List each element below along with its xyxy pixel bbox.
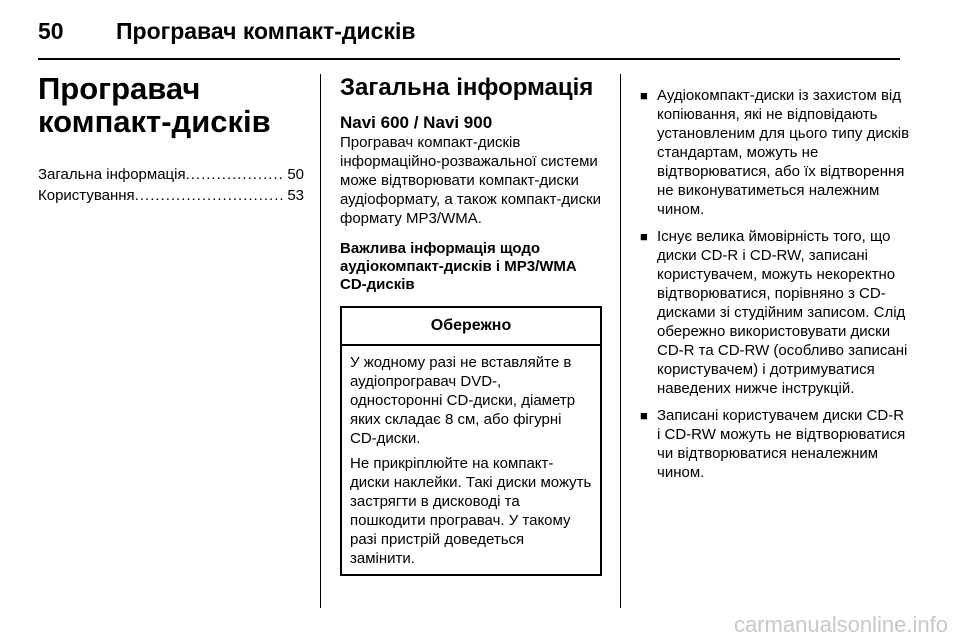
- important-info-heading: Важлива інформація щодо аудіокомпакт-дисків і MP3/WMA CD-дисків: [340, 240, 577, 293]
- bullet-square-icon: ■: [640, 229, 648, 244]
- toc-entry-page: 53: [287, 187, 304, 204]
- caution-box: [340, 306, 602, 576]
- caution-title: Обережно: [342, 308, 600, 346]
- bullet-square-icon: ■: [640, 88, 648, 103]
- section-heading: Загальна інформація: [340, 74, 594, 101]
- toc-entry-page: 50: [287, 166, 304, 183]
- chapter-title: Програвач компакт-дисків: [38, 71, 271, 139]
- list-item-text: Аудіокомпакт-диски із захистом від копіювання, які не відповідають установленим для цього типу дисків стандартам, можуть не відтворюватися, або їх відтворення не виконуватиметься належним чином.: [657, 87, 910, 218]
- toc-entry-label: Користування: [38, 187, 135, 204]
- list-item: [640, 86, 910, 219]
- toc-entry-label: Загальна інформація: [38, 166, 186, 183]
- caution-body: [342, 346, 600, 574]
- watermark: carmanualsonline.info: [733, 612, 948, 637]
- toc-column: [38, 72, 304, 206]
- list-item-text: Існує велика ймовірність того, що диски CD-R і CD-RW, записані користувачем, можуть некоректно відтворюватися, порівняно з CD-дисками зі студійним записом. Слід обережно використовувати диски CD-R та CD-RW (особливо записані користувачем) і дотримуватися наведених нижче інструкцій.: [657, 228, 908, 397]
- caution-paragraph: У жодному разі не вставляйте в аудіопрогравач DVD-, односторонні CD-диски, діаметр яких складає 8 см, або фігурні CD-диски.: [350, 354, 576, 447]
- list-item-text: Записані користувачем диски CD-R і CD-RW можуть не відтворюватися чи відтворюватися неналежним чином.: [657, 407, 906, 481]
- caution-paragraph: Не прикріплюйте на компакт-диски наклейки. Такі диски можуть застрягти в дисководі та пошкодити програвач. У такому разі пристрій доведеться замінити.: [350, 455, 592, 567]
- header-rule: [38, 58, 900, 60]
- toc-entry[interactable]: [38, 164, 304, 185]
- model-subheading: Navi 600 / Navi 900: [340, 113, 493, 132]
- toc-leader-dots: [135, 185, 286, 206]
- bullet-square-icon: ■: [640, 408, 648, 423]
- running-title: Програвач компакт-дисків: [116, 18, 416, 44]
- toc-leader-dots: [186, 164, 286, 185]
- column-divider-2: [620, 74, 621, 608]
- page-number: 50: [38, 18, 64, 44]
- column-divider-1: [320, 74, 321, 608]
- list-item: [640, 406, 910, 482]
- toc-entry[interactable]: [38, 185, 304, 206]
- notes-column: [640, 86, 910, 490]
- list-item: [640, 227, 910, 398]
- general-info-column: [340, 74, 602, 576]
- intro-paragraph: Програвач компакт-дисків інформаційно-розважальної системи може відтворювати компакт-диски аудіоформату, а також компакт-диски формату MP3/WMA.: [340, 134, 602, 227]
